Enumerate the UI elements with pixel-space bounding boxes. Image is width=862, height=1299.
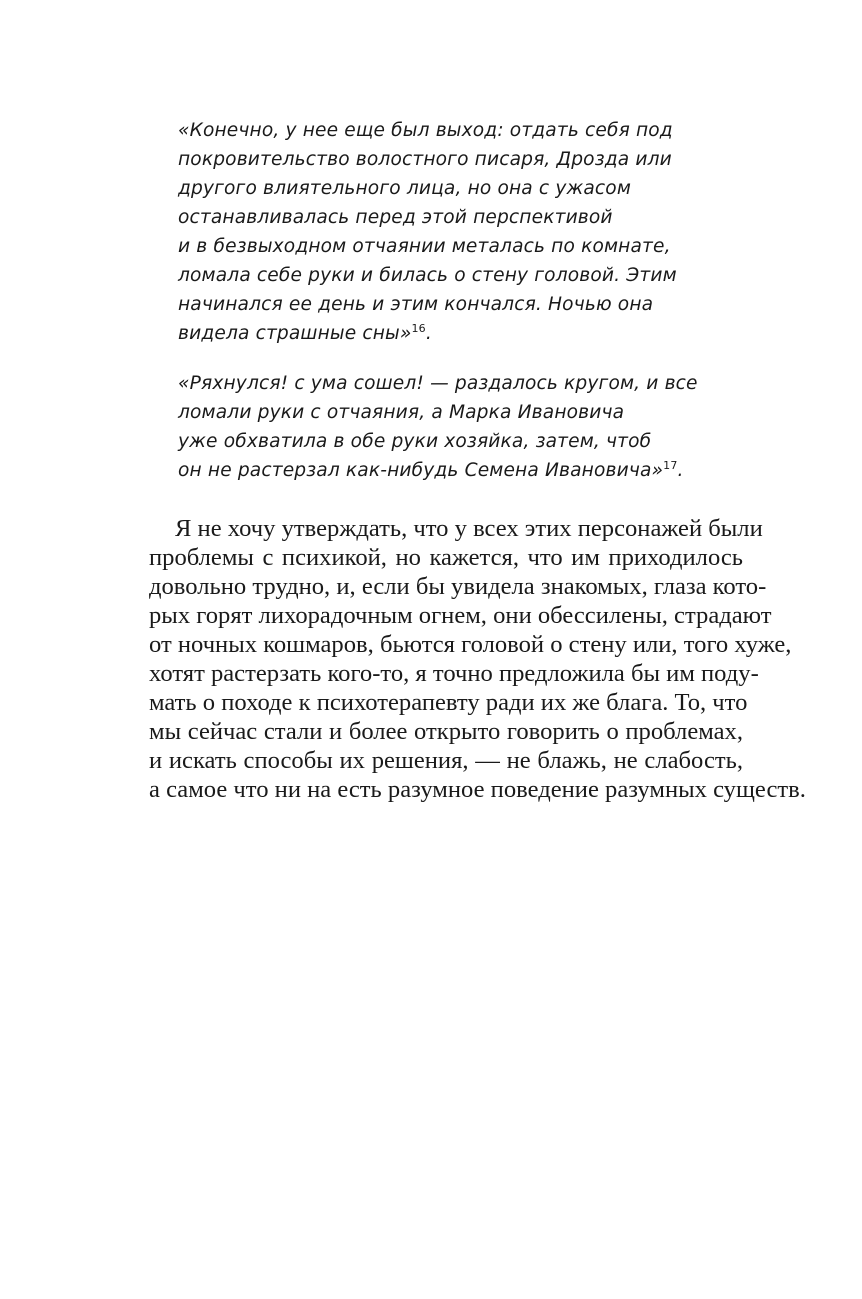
paragraph-line: мать о походе к психотерапевту ради их же блага. То, что (149, 689, 748, 716)
quote-line: и в безвыходном отчаянии металась по комнате, (178, 236, 671, 257)
quote-line: «Конечно, у нее еще был выход: отдать себя под (178, 120, 673, 141)
paragraph-line: от ночных кошмаров, бьются головой о стену или, того хуже, (149, 631, 792, 658)
paragraph-line: довольно трудно, и, если бы увидела знакомых, глаза кото- (149, 573, 767, 600)
quote-text: видела страшные сны» (178, 323, 412, 344)
paragraph-line: хотят растерзать кого-то, я точно предложила бы им поду- (149, 660, 759, 687)
end-punctuation: . (677, 460, 684, 481)
paragraph-line: и искать способы их решения, — не блажь, не слабость, (149, 747, 743, 774)
block-quote-1 (178, 116, 738, 348)
quote-line: другого влиятельного лица, но она с ужасом (178, 178, 632, 199)
paragraph-line: Я не хочу утверждать, что у всех этих персонажей были (175, 515, 763, 542)
quote-line-last (178, 319, 738, 348)
end-punctuation: . (425, 323, 432, 344)
quote-line-last (178, 456, 738, 485)
body-paragraph (149, 514, 806, 804)
quote-line: начинался ее день и этим кончался. Ночью она (178, 294, 654, 315)
quote-text: он не растерзал как-нибудь Семена Ивановича» (178, 460, 664, 481)
quote-line: уже обхватила в обе руки хозяйка, затем, чтоб (178, 431, 652, 452)
footnote-marker: 16 (411, 322, 426, 335)
block-quote-2 (178, 369, 738, 485)
paragraph-line: мы сейчас стали и более открыто говорить о проблемах, (149, 718, 743, 745)
footnote-marker: 17 (663, 459, 678, 472)
paragraph-line: рых горят лихорадочным огнем, они обессилены, страдают (149, 602, 772, 629)
quote-line: останавливалась перед этой перспективой (178, 207, 613, 228)
quote-line: «Ряхнулся! с ума сошел! — раздалось кругом, и все (178, 373, 698, 394)
quote-line: ломали руки с отчаяния, а Марка Ивановича (178, 402, 625, 423)
quote-line: покровительство волостного писаря, Дрозда или (178, 149, 672, 170)
paragraph-line: проблемы с психикой, но кажется, что им приходилось (149, 544, 743, 571)
quote-line: ломала себе руки и билась о стену головой. Этим (178, 265, 677, 286)
paragraph-line: а самое что ни на есть разумное поведение разумных существ. (149, 776, 806, 803)
